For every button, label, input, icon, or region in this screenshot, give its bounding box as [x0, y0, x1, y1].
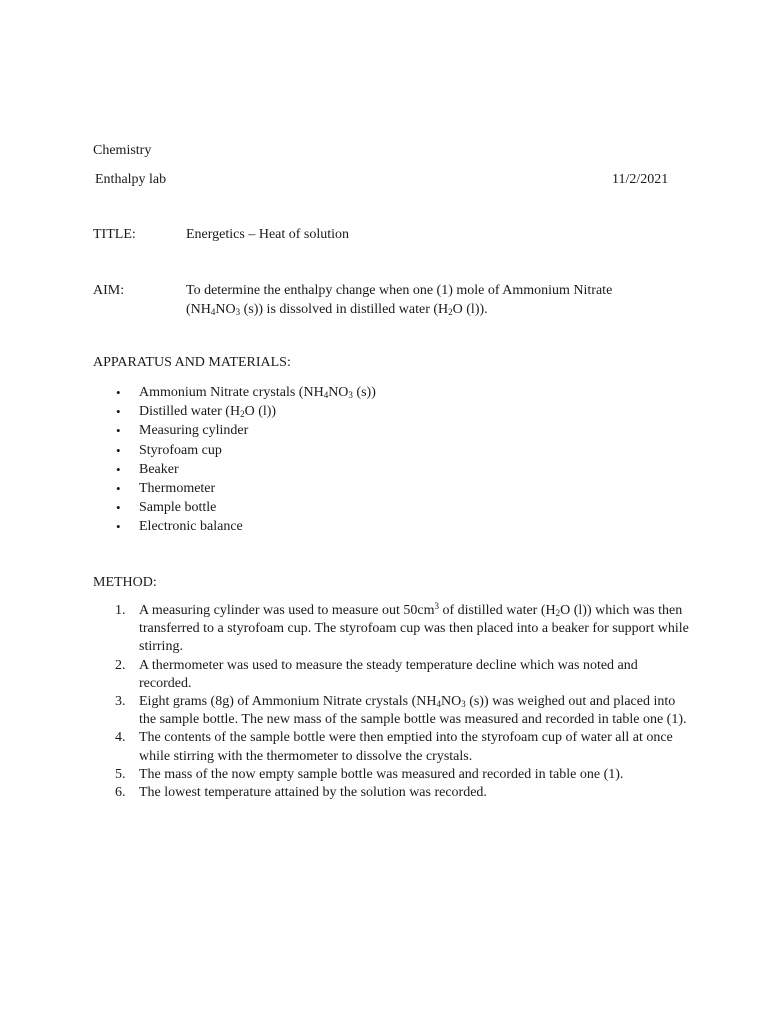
method-step: 2. A thermometer was used to measure the steady temperature decline which was noted and recorded.: [115, 657, 638, 691]
method-step: 4. The contents of the sample bottle were then emptied into the styrofoam cup of water all at once while stirring with the thermometer to dissolve the crystals.: [115, 730, 673, 764]
method-step: 6. The lowest temperature attained by the solution was recorded.: [115, 785, 487, 801]
aim-line-1: To determine the enthalpy change when one (1) mole of Ammonium Nitrate: [186, 283, 613, 298]
list-item: • Sample bottle: [93, 498, 376, 517]
list-item: • Ammonium Nitrate crystals ($NH_4NO_3$ (s)): [93, 383, 376, 402]
aim-text: [186, 282, 686, 319]
title-text: Energetics – Heat of solution: [186, 227, 350, 242]
materials-list: [93, 383, 376, 537]
list-item: • Distilled water ($H_2O$ (l)): [93, 402, 376, 421]
aim-label: AIM:: [93, 283, 125, 298]
method-step: 3. Eight grams (8g) of Ammonium Nitrate crystals ($NH_4NO_3$ (s)) was weighed out and placed into the sample bottle. The new mass of the sample bottle was measured and recorded in table one (1).: [115, 694, 687, 728]
method-step: 1. A measuring cylinder was used to measure out $50cm^3$ of distilled water ($H_2O$ (l)) which was then transferred to a styrofoam cup. The styrofoam cup was then placed into a beaker for support while stirring.: [115, 601, 689, 655]
method-heading: METHOD:: [93, 575, 157, 590]
list-item: • Measuring cylinder: [93, 421, 376, 440]
apparatus-heading: APPARATUS AND MATERIALS:: [93, 355, 291, 370]
list-item: • Styrofoam cup: [93, 441, 376, 460]
method-steps: [93, 602, 693, 802]
lab-name: Enthalpy lab: [95, 172, 167, 187]
method-step: 5. The mass of the now empty sample bottle was measured and recorded in table one (1).: [115, 766, 624, 782]
aim-line-2: ($NH_4NO_3$ (s)) is dissolved in distilled water ($H_2O$ (l)).: [186, 301, 488, 317]
list-item: • Thermometer: [93, 479, 376, 498]
title-label: TITLE:: [93, 227, 136, 242]
subject-heading: Chemistry: [93, 143, 152, 158]
list-item: • Electronic balance: [93, 517, 376, 536]
lab-date: 11/2/2021: [612, 172, 669, 187]
list-item: • Beaker: [93, 460, 376, 479]
